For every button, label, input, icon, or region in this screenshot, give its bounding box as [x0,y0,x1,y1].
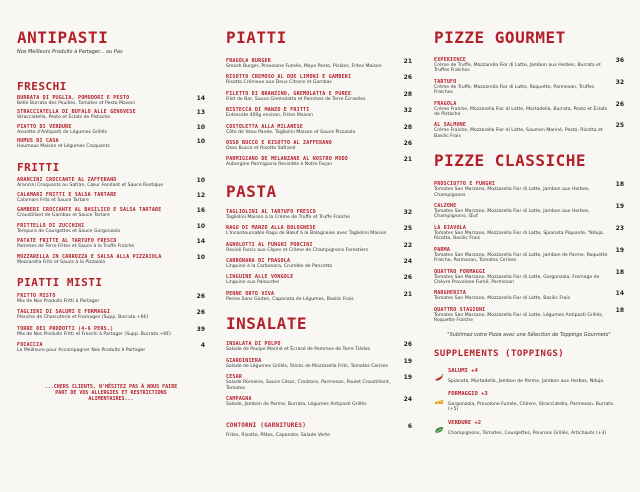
supplement-item [434,419,624,436]
menu-item-name: PIATTO DI VERDURE [17,123,72,130]
allergy-note: ...CHERS CLIENTS, N'HÉSITEZ PAS À NOUS FAIRE PART DE VOS ALLERGIES ET RESTRICTIONS ALIMENTAIRES... [44,383,178,402]
menu-item [17,124,205,135]
menu-item [226,242,412,253]
menu-item-text [434,181,608,198]
piatti-title: PIATTI [226,28,287,47]
menu-item-price: 32 [403,208,412,216]
menu-item-text [226,225,396,236]
menu-item-desc: Linguine à la Carbonara, Crumble de Pancetta [226,264,333,270]
supplement-row [434,419,624,427]
menu-item-price: 25 [403,225,412,233]
menu-item-desc: Côte de Veau Panée, Tagliolini Maison et Sauce Pizzaiola [226,129,356,135]
menu-item-price: 26 [403,274,412,282]
contorni-name: CONTORNI (GARNITURES) [226,422,307,430]
menu-item-price: 10 [196,222,205,230]
menu-item-desc: Crème de Truffe, Mozzarella Fior di Latte, Jambon aux Herbes, Burrata et Truffes Fraîches [434,63,601,74]
menu-item [226,124,412,135]
menu-item-price: 14 [615,290,624,298]
menu-item-text [17,192,189,203]
menu-item [434,307,624,324]
piatti-list [226,58,412,168]
menu-item-name: CESAR [226,374,243,381]
supplement-desc: Gorgonzola, Provolone Fumée, Chèvre, Stracciatella, Parmesan, Burrata (+5) [448,401,613,413]
menu-item [226,156,412,167]
menu-item-text [226,341,396,352]
menu-item [226,291,412,302]
pizze-column [434,30,624,436]
menu-item [434,181,624,198]
menu-item [434,225,624,242]
menu-item-text [226,396,396,407]
menu-item [226,374,412,391]
menu-item [434,290,624,301]
menu-item [226,341,412,352]
menu-item [434,57,624,74]
menu-item-name: LINGUINE ALLE VONGOLE [226,274,294,281]
supplement-name: VERDURE +2 [448,419,482,426]
menu-item-text [226,156,396,167]
menu-item-text [434,269,608,286]
menu-item-desc: Filet de Bar, Sauce Gremolatta et Pommes de Terre Écrasées [226,96,366,102]
menu-item-desc: Salade, Jambon de Parme, Burrata, Légumes Antipasti Grillés [226,401,367,407]
menu-item [226,209,412,220]
menu-item-price: 13 [196,109,205,117]
menu-item-desc: Houmous Maison et Légumes Croquants [17,144,110,150]
menu-item [226,74,412,85]
menu-item-price: 28 [403,123,412,131]
contorni-desc: Frites, Risotto, Pâtes, Caponata, Salade Verte [226,433,330,439]
menu-item-name: QUATTRO STAGIONI [434,306,486,313]
menu-item-price: 18 [615,268,624,276]
menu-item-price: 26 [403,74,412,82]
menu-item [226,107,412,118]
menu-item [17,95,205,106]
menu-item [434,122,624,139]
menu-item [17,309,205,320]
supplement-name: SALUMI +4 [448,367,478,374]
pasta-list [226,209,412,302]
pizze-classiche-title: PIZZE CLASSICHE [434,151,586,171]
menu-item-name: MOZZARELLA IN CARROZZA E SALSA ALLA PIZZAIOLA [17,253,162,260]
menu-item-text [226,107,396,118]
insalate-title: INSALATE [226,314,308,334]
menu-item-desc: Tomates San Marzano, Mozzarella Fior di Latte, Jambon de Parme, Roquette Fraîche, Parmesan, Tomates Cerises [434,252,608,264]
menu-item [226,258,412,269]
pasta-title: PASTA [226,181,277,201]
menu-item-desc: Tomates San Marzano, Mozzarella Fior di Latte, Gorgonzola, Fromage de Chèvre Provolone Fumé, Parmesan [434,274,600,285]
menu-item-desc: Calamars Frits et Sauce Tartare [17,198,89,204]
menu-item-text [226,291,396,302]
menu-item-name: FILETTO DI BRANZINO, GREMOLATTA E PUREE [226,90,352,97]
menu-item-price: 26 [403,341,412,349]
menu-item-text [226,140,396,151]
menu-item-price: 26 [196,293,205,301]
menu-item-price: 18 [615,181,624,189]
menu-item-desc: Mozzarella Frits et Sauce à la Pizzaiola [17,259,106,265]
menu-item [434,203,624,220]
menu-item-name: RAGU DI MANZO ALLA BOLOGNESE [226,225,316,232]
supplement-desc: Spianata, Mortadella, Jambon de Parme, Jambon aux Herbes, Nduja [448,378,604,384]
freschi-title: FRESCHI [17,80,67,93]
supplement-item [434,390,624,413]
menu-item-text [226,358,396,369]
menu-item-price: 19 [615,203,624,211]
menu-item [17,293,205,304]
menu-item-name: QUATTRO FORMAGGI [434,268,486,275]
menu-item-desc: Stracciatella, Pesto et Éclats de Pistache [17,115,111,121]
supplements-title: SUPPLEMENTS (TOPPINGS) [434,348,565,359]
menu-item-text [226,91,396,102]
menu-item [434,269,624,286]
menu-item-price: 21 [403,58,412,65]
cheese-icon [434,390,444,398]
menu-item-price: 24 [403,258,412,266]
menu-item-text [434,79,608,96]
chili-icon [434,367,444,375]
piatti-misti-list [17,293,205,354]
menu-item-text [17,223,189,234]
menu-item-name: LA DIAVOLA [434,224,467,231]
menu-item-price: 19 [615,246,624,254]
supplement-name: FORMAGGIO +3 [448,390,488,397]
menu-item [434,79,624,96]
menu-item [17,207,205,218]
menu-item-text [17,177,189,188]
menu-item-price: 26 [615,100,624,108]
pizze-gourmet-title: PIZZE GOURMET [434,28,566,47]
menu-item-price: 16 [196,207,205,215]
menu-item [434,247,624,264]
pizze-classiche-list [434,181,624,323]
menu-item [226,358,412,369]
menu-item-price: 32 [615,78,624,86]
menu-item-price: 10 [196,123,205,131]
menu-item-desc: Tomates San Marzano, Mozzarella Fior di Latte, Jambon aux Herbes, Champignons [434,187,590,198]
contorni-item [226,423,412,438]
menu-item-name: INSALATA DI POLPO [226,341,281,348]
menu-item-name: COSTOLETTA ALLA MILANESE [226,123,304,130]
toppings-quote: "Sublimez votre Pizza avec une Sélection de Toppings Gourmets" [447,331,611,338]
menu-item-desc: Entrecote 400g environ, Frites Maison [226,113,314,119]
menu-item-name: FRAGOLA BURGER [226,58,271,64]
antipasti-column [17,30,205,402]
menu-item-desc: Penne Sans Gluten, Caponata de Légumes, Basilic Frais [226,296,354,302]
menu-item-price: 21 [403,290,412,298]
menu-item [226,274,412,285]
contorni-price: 6 [407,423,412,431]
menu-item-price: 22 [403,241,412,249]
menu-item-name: FOCACCIA [17,342,43,349]
menu-item [226,58,412,69]
piatti-misti-title: PIATTI MISTI [17,276,103,290]
menu-item-price: 26 [196,309,205,317]
insalate-list [226,341,412,407]
menu-item-name: AGNOLOTTI AL FUNGHI PORCINI [226,241,313,248]
menu-item-text [434,307,608,324]
menu-item-desc: Tomates San Marzano, Mozzarella Fior di Latte, Jambon aux Herbes, Champignons, Œuf [434,209,590,220]
menu-item-name: AL SALMONE [434,122,467,129]
menu-item-price: 4 [200,342,205,350]
menu-item-text [226,274,396,285]
menu-item [17,254,205,265]
menu-item-desc: Belle Burrata des Pouilles, Tomates et Pesto Maison [17,101,136,106]
menu-item-text [226,258,396,269]
menu-item-price: 10 [196,176,205,184]
supplements-list [434,367,624,437]
menu-item-price: 19 [403,357,412,365]
menu-item-desc: Tagliolini Maison à la Crème de Truffe et Truffe Fraîche [226,214,350,220]
menu-item-name: PROSCIUTTO E FUNGHI [434,181,495,188]
menu-item-text [226,242,396,253]
menu-item [226,396,412,407]
menu-item-name: GAMBERI CROCCANTE AL BASILICO E SALSA TARTARE [17,207,162,214]
menu-item-name: PARMIGIANO DE MELANZANE AL NOSTRO MODO [226,156,348,163]
menu-item-desc: Salade de Poulpe Mariné et Écrasé de Pommes de Terre Tièdes [226,347,371,353]
menu-item-name: HUMUS DI CASA [17,138,59,145]
menu-item-desc: Tomates San Marzano, Mozzarella Fior di Latte, Spianata Piquante, 'Nduja, Ricotta, Basilic Frais [434,230,605,242]
menu-item-desc: Mix de Nos Produits Fritti et Freschi à Partager (Supp. Burrata +6€) [17,331,171,337]
menu-item-price: 32 [403,107,412,115]
menu-item-name: PARMA [434,246,451,253]
menu-item-desc: Aubergine Parmigiana Revisitée à Notre Façon [226,162,333,168]
menu-item [17,109,205,120]
menu-item-text [434,247,608,264]
menu-item [17,223,205,234]
menu-item-text [434,122,608,139]
menu-item-name: OSSO BUCCO E RISOTTO AL ZAFFERANO [226,140,332,147]
menu-item-price: 24 [403,395,412,403]
menu-item-text [17,138,189,149]
menu-item-text [17,342,189,353]
menu-item-price: 21 [403,156,412,164]
menu-item-price: 10 [196,138,205,146]
menu-item-name: TORRE DEI PRODOTTI (4-6 PERS.) [17,325,114,332]
menu-item-name: BURRATA DI PUGLIA, POMODORI E PESTO [17,95,130,101]
menu-item-desc: Tempura de Courgettes et Sauce Gorgonzola [17,228,120,234]
menu-item-name: ARANCINI CROCCANTE AL ZAFFERANO [17,176,117,183]
menu-item-name: BISTECCA DI MANZO E FRITTI [226,107,310,114]
menu-item-desc: Crème Fraîche, Mozzarella Fior di Latte, Mortadella, Burrata, Pesto et Éclats de Pistache [434,106,608,118]
menu-item-desc: Tomates San Marzano, Mozzarella Fior di Latte, Basilic Frais [434,296,571,302]
menu-item-desc: Mix de Nos Produits Fritti à Partager [17,299,100,305]
menu-item-text [226,74,396,85]
menu-item-text [17,326,189,337]
menu-item-text [17,95,189,106]
menu-item-name: FRAGOLA [434,100,457,107]
menu-item-price: 26 [403,140,412,148]
menu-item-desc: Linguine aux Palourdes [226,280,280,286]
menu-item-name: FRITTELLO DI ZUCCHINI [17,222,85,229]
menu-item-desc: Risotto Crémeux aux Deux Citrons et Gambas [226,80,332,86]
menu-item-price: 10 [196,253,205,261]
menu-item-text [226,209,396,220]
supplement-row [434,367,624,375]
menu-item-desc: Tomates San Marzano, Mozzarella Fior di Latte, Légumes Antipasti Grillés, Roquette Fraîche [434,312,604,324]
menu-item-desc: Pommes de Terre Frites et Sauce à la Truffe Fraîche [17,244,135,250]
menu-item-text [17,254,189,265]
menu-item-desc: Crème Fraîche, Mozzarella Fior di Latte, Saumon Mariné, Pesto, Ricotta et Basilic Frais [434,128,603,139]
menu-item-price: 25 [615,122,624,130]
menu-item-text [434,225,608,242]
pizze-gourmet-list [434,57,624,139]
antipasti-title: ANTIPASTI [17,28,109,47]
leaf-icon [434,419,444,427]
menu-item-desc: La Meilleure pour Accompagner Nos Produits à Partager [17,348,146,354]
menu-item [17,138,205,149]
menu-item [226,225,412,236]
menu-item-desc: Ravioli Farcis aux Cèpes et Crème de Champignons Forestiers [226,247,369,253]
menu-item-desc: Planche de Charcuterie et Fromages (Supp. Burrata +6€) [17,315,149,321]
menu-item [17,326,205,337]
menu-item-text [17,309,189,320]
antipasti-subtitle: Nos Meilleurs Produits à Partager... ou Pas [17,49,123,55]
menu-item-name: CALZONE [434,203,457,210]
fritti-list [17,177,205,265]
supplement-item [434,367,624,384]
menu-item-text [434,203,608,220]
fritti-title: FRITTI [17,160,60,174]
menu-item-desc: L'Incontournable Ragù de Bœuf à la Bolognaise avec Tagliolini Maison [226,231,387,237]
menu-item-name: CALAMARI FRITTI E SALSA TARTARE [17,192,117,199]
freschi-list [17,95,205,150]
menu-item-price: 39 [196,325,205,333]
menu-item-text [434,57,608,74]
menu-item-desc: Osso Bucco et Risotto Safrané [226,146,296,152]
menu-item-price: 14 [196,238,205,246]
menu-item-price: 28 [403,90,412,98]
menu-item-name: TARTUFO [434,78,457,85]
menu-item-name: CARBONARA DI FRAGOLA [226,258,291,265]
menu-item-text [17,238,189,249]
menu-item-price: 14 [196,95,205,102]
menu-item-name: FRITTO MISTO [17,293,56,300]
menu-item-text [17,109,189,120]
menu-item-name: TAGLIERI DI SALUMI E FORMAGGI [17,309,111,316]
menu-item [17,177,205,188]
menu-item-text [226,124,396,135]
menu-item-desc: Smash Burger, Provolone Fumée, Mayo Pesto, Pickles, Frites Maison [226,64,382,69]
menu-item [17,342,205,353]
supplement-row [434,390,624,398]
menu-item-text [226,374,396,391]
menu-item-price: 23 [615,224,624,232]
menu-item-price: 36 [615,57,624,64]
menu-item-desc: Croustillant de Gambas et Sauce Tartare [17,213,110,219]
menu-item [434,101,624,118]
menu-item-name: STRACCIATELLA DI BUFALO ALLE GENOVESE [17,109,136,116]
menu-item-desc: Assiette d'Antipasti de Légumes Grillés [17,129,107,135]
menu-item-name: RISOTTO CREMOSO AL DUE LIMONI E GAMBERI [226,74,352,81]
menu-item-text [17,207,189,218]
menu-item-name: MARGHERITA [434,290,467,297]
menu-item [17,192,205,203]
menu-item-name: PENNE ORTO VIVA [226,290,275,297]
menu-item-text [434,101,608,118]
menu-item-name: EXPERIENCE [434,57,467,63]
menu-item-desc: Salade de Légumes Grillés, Sticks de Mozzarella Frits, Tomates Cerises [226,363,389,369]
menu-item-price: 18 [615,306,624,314]
menu-item-desc: Arancini Croquants au Safran, Cœur Fondant et Sauce Rustique [17,182,164,188]
menu-item-name: CAMPAGNA [226,395,252,402]
menu-item-price: 19 [403,374,412,382]
menu-item-desc: Crème de Truffe, Mozzarella Fior di Latte, Roquette, Parmesan, Truffes Fraîches [434,84,595,96]
menu-item [226,140,412,151]
menu-item-name: GIARDINIERA [226,357,262,364]
menu-item-text [17,293,189,304]
menu-item [17,238,205,249]
menu-item-text [17,124,189,135]
menu-item-price: 12 [196,192,205,200]
menu-item-name: TAGLIOLINI AL TARTUFO FRESCO [226,208,316,215]
menu-item-text [226,58,396,69]
piatti-column [226,30,412,439]
supplement-desc: Champignons, Tomates, Courgettes, Poivrons Grillés, Artichauts (+3) [448,430,607,436]
menu-item [226,91,412,102]
menu-item-text [434,290,608,301]
menu-item-name: PATATE FRITTE AL TARTUFO FRESCO [17,238,117,245]
menu-item-desc: Salade Romaine, Sauce César, Croûtons, Parmesan, Poulet Croustillant, Tomates [226,380,391,391]
